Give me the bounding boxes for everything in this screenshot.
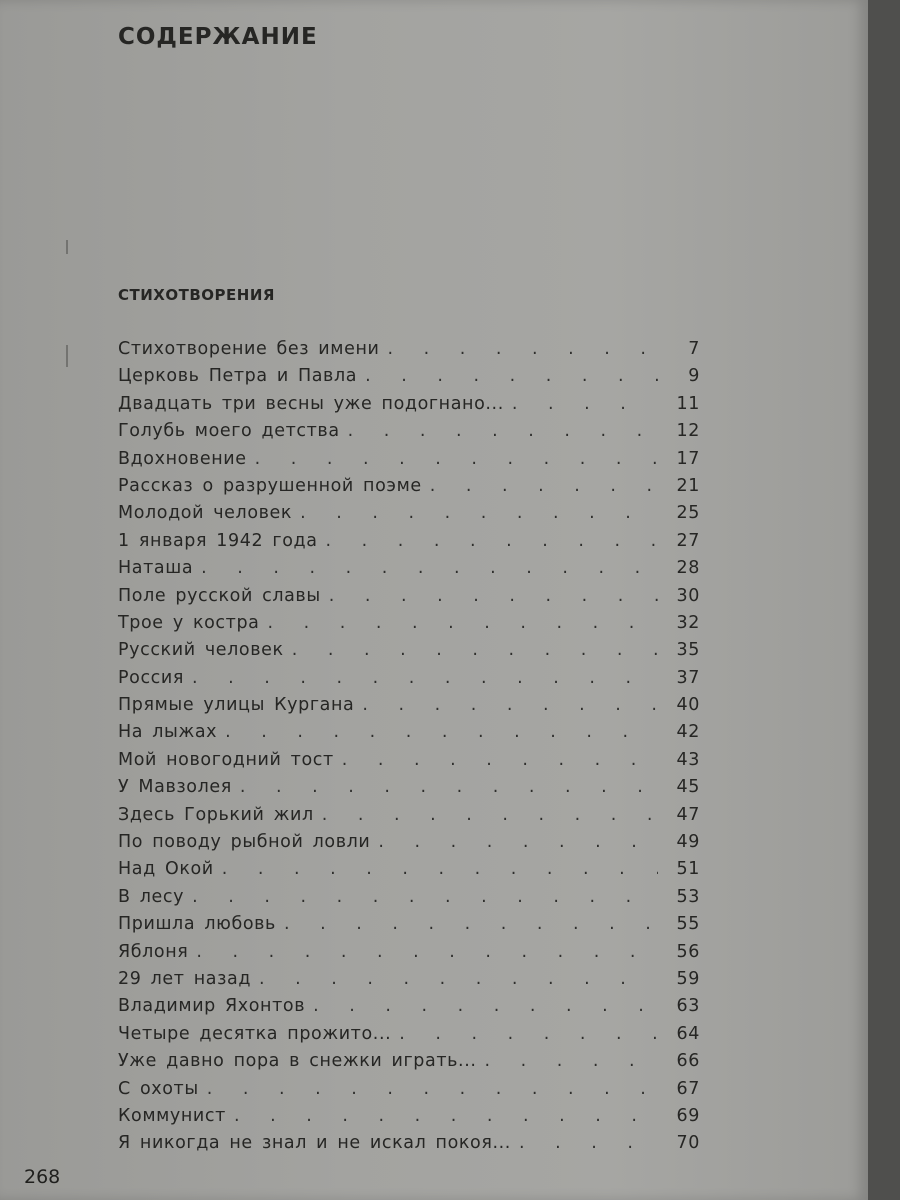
toc-entry-title: 1 января 1942 года (118, 530, 318, 551)
toc-entry (118, 1024, 700, 1051)
toc-dot-leader (196, 942, 658, 962)
toc-entry (118, 668, 700, 695)
toc-entry-title: Пришла любовь (118, 914, 276, 935)
toc-entry-page: 12 (676, 421, 700, 442)
toc-entry (118, 1106, 700, 1133)
toc-entry (118, 476, 700, 503)
toc-entry-title: Четыре десятка прожито... (118, 1023, 392, 1044)
toc-entry-page: 43 (676, 749, 700, 770)
toc-entry-page: 66 (676, 1051, 700, 1072)
toc-entry-page: 27 (676, 530, 700, 551)
toc-entry (118, 613, 700, 640)
toc-dot-leader (342, 750, 658, 770)
toc-dot-leader (322, 805, 658, 825)
toc-entry (118, 887, 700, 914)
toc-entry (118, 449, 700, 476)
page-number: 268 (24, 1166, 61, 1188)
toc-entry-page: 47 (676, 804, 700, 825)
toc-entry-title: На лыжах (118, 722, 218, 743)
toc-entry-title: Рассказ о разрушенной поэме (118, 475, 422, 496)
toc-entry-title: Здесь Горький жил (118, 804, 314, 825)
toc-dot-leader (259, 969, 658, 989)
toc-entry-page: 56 (676, 941, 700, 962)
toc-dot-leader (329, 586, 658, 606)
toc-entry-title: Трое у костра (118, 612, 260, 633)
toc-entry (118, 586, 700, 613)
table-of-contents (118, 339, 700, 1161)
toc-entry-page: 35 (676, 640, 700, 661)
toc-dot-leader (255, 449, 658, 469)
toc-entry-title: В лесу (118, 886, 185, 907)
toc-dot-leader (222, 859, 658, 879)
toc-entry-page: 55 (676, 914, 700, 935)
toc-dot-leader (313, 996, 658, 1016)
toc-entry-title: Над Окой (118, 859, 214, 880)
toc-entry-title: Поле русской славы (118, 585, 321, 606)
toc-entry-page: 67 (676, 1078, 700, 1099)
toc-dot-leader (240, 777, 658, 797)
toc-entry (118, 394, 700, 421)
toc-dot-leader (267, 613, 658, 633)
section-heading: СТИХОТВОРЕНИЯ (118, 286, 275, 304)
toc-entry (118, 1133, 700, 1160)
toc-entry (118, 1051, 700, 1078)
toc-entry-title: Двадцать три весны уже подогнано... (118, 393, 504, 414)
toc-entry-page: 32 (676, 612, 700, 633)
toc-dot-leader (348, 421, 658, 441)
toc-entry-title: Вдохновение (118, 448, 247, 469)
toc-entry-title: Стихотворение без имени (118, 339, 380, 359)
toc-dot-leader (300, 503, 658, 523)
toc-entry (118, 531, 700, 558)
toc-dot-leader (284, 914, 658, 934)
toc-entry (118, 832, 700, 859)
toc-entry (118, 969, 700, 996)
toc-entry (118, 1079, 700, 1106)
toc-entry-page: 70 (676, 1133, 700, 1154)
toc-entry-title: Яблоня (118, 941, 189, 962)
toc-dot-leader (201, 558, 658, 578)
toc-entry-page: 63 (676, 996, 700, 1017)
toc-entry-title: Русский человек (118, 640, 284, 661)
toc-dot-leader (365, 366, 658, 386)
toc-entry-title: Мой новогодний тост (118, 749, 334, 770)
toc-entry-page: 49 (676, 832, 700, 853)
toc-entry-title: У Мавзолея (118, 777, 232, 798)
toc-entry-title: Я никогда не знал и не искал покоя... (118, 1133, 511, 1154)
toc-dot-leader (192, 668, 658, 688)
toc-entry-page: 25 (676, 503, 700, 524)
toc-entry (118, 695, 700, 722)
toc-entry-page: 21 (676, 475, 700, 496)
toc-entry (118, 942, 700, 969)
toc-entry (118, 805, 700, 832)
margin-mark (66, 345, 68, 367)
toc-dot-leader (512, 394, 658, 414)
toc-dot-leader (362, 695, 658, 715)
toc-entry-title: Владимир Яхонтов (118, 996, 306, 1017)
toc-entry-page: 45 (676, 777, 700, 798)
toc-entry-title: Прямые улицы Кургана (118, 695, 355, 716)
toc-entry (118, 914, 700, 941)
toc-entry-title: Молодой человек (118, 503, 293, 524)
toc-dot-leader (399, 1024, 658, 1044)
margin-mark (66, 240, 68, 254)
toc-entry-title: Голубь моего детства (118, 421, 340, 442)
toc-entry (118, 339, 700, 366)
toc-entry-page: 64 (676, 1023, 700, 1044)
toc-entry-title: 29 лет назад (118, 968, 252, 989)
toc-entry (118, 503, 700, 530)
toc-entry-page: 17 (676, 448, 700, 469)
toc-entry (118, 777, 700, 804)
toc-entry (118, 558, 700, 585)
toc-entry (118, 640, 700, 667)
toc-dot-leader (519, 1133, 658, 1153)
toc-dot-leader (234, 1106, 658, 1126)
toc-entry (118, 366, 700, 393)
toc-entry-page: 11 (676, 393, 700, 414)
toc-entry-title: Уже давно пора в снежки играть... (118, 1051, 477, 1072)
toc-dot-leader (326, 531, 658, 551)
toc-entry-page: 9 (688, 366, 700, 387)
toc-entry-page: 69 (676, 1105, 700, 1126)
toc-dot-leader (387, 339, 658, 359)
toc-entry-page: 37 (676, 667, 700, 688)
toc-dot-leader (192, 887, 658, 907)
toc-entry-page: 28 (676, 558, 700, 579)
toc-entry-title: Церковь Петра и Павла (118, 366, 358, 387)
toc-entry-page: 40 (676, 695, 700, 716)
toc-entry (118, 996, 700, 1023)
toc-entry-page: 53 (676, 886, 700, 907)
toc-dot-leader (207, 1079, 658, 1099)
toc-dot-leader (485, 1051, 658, 1071)
toc-entry-title: Наташа (118, 558, 194, 579)
toc-entry (118, 722, 700, 749)
toc-dot-leader (378, 832, 658, 852)
toc-dot-leader (292, 640, 658, 660)
toc-entry (118, 750, 700, 777)
toc-entry-title: Россия (118, 667, 185, 688)
toc-entry-title: С охоты (118, 1078, 199, 1099)
toc-entry (118, 421, 700, 448)
toc-entry-title: Коммунист (118, 1105, 226, 1126)
toc-entry-page: 51 (676, 859, 700, 880)
toc-entry-page: 59 (676, 968, 700, 989)
toc-entry-page: 42 (676, 722, 700, 743)
toc-entry-page: 30 (676, 585, 700, 606)
toc-entry-page: 7 (688, 339, 700, 359)
toc-dot-leader (430, 476, 658, 496)
toc-dot-leader (225, 722, 658, 742)
page-heading: СОДЕРЖАНИЕ (118, 24, 318, 50)
toc-entry (118, 859, 700, 886)
toc-entry-title: По поводу рыбной ловли (118, 832, 371, 853)
